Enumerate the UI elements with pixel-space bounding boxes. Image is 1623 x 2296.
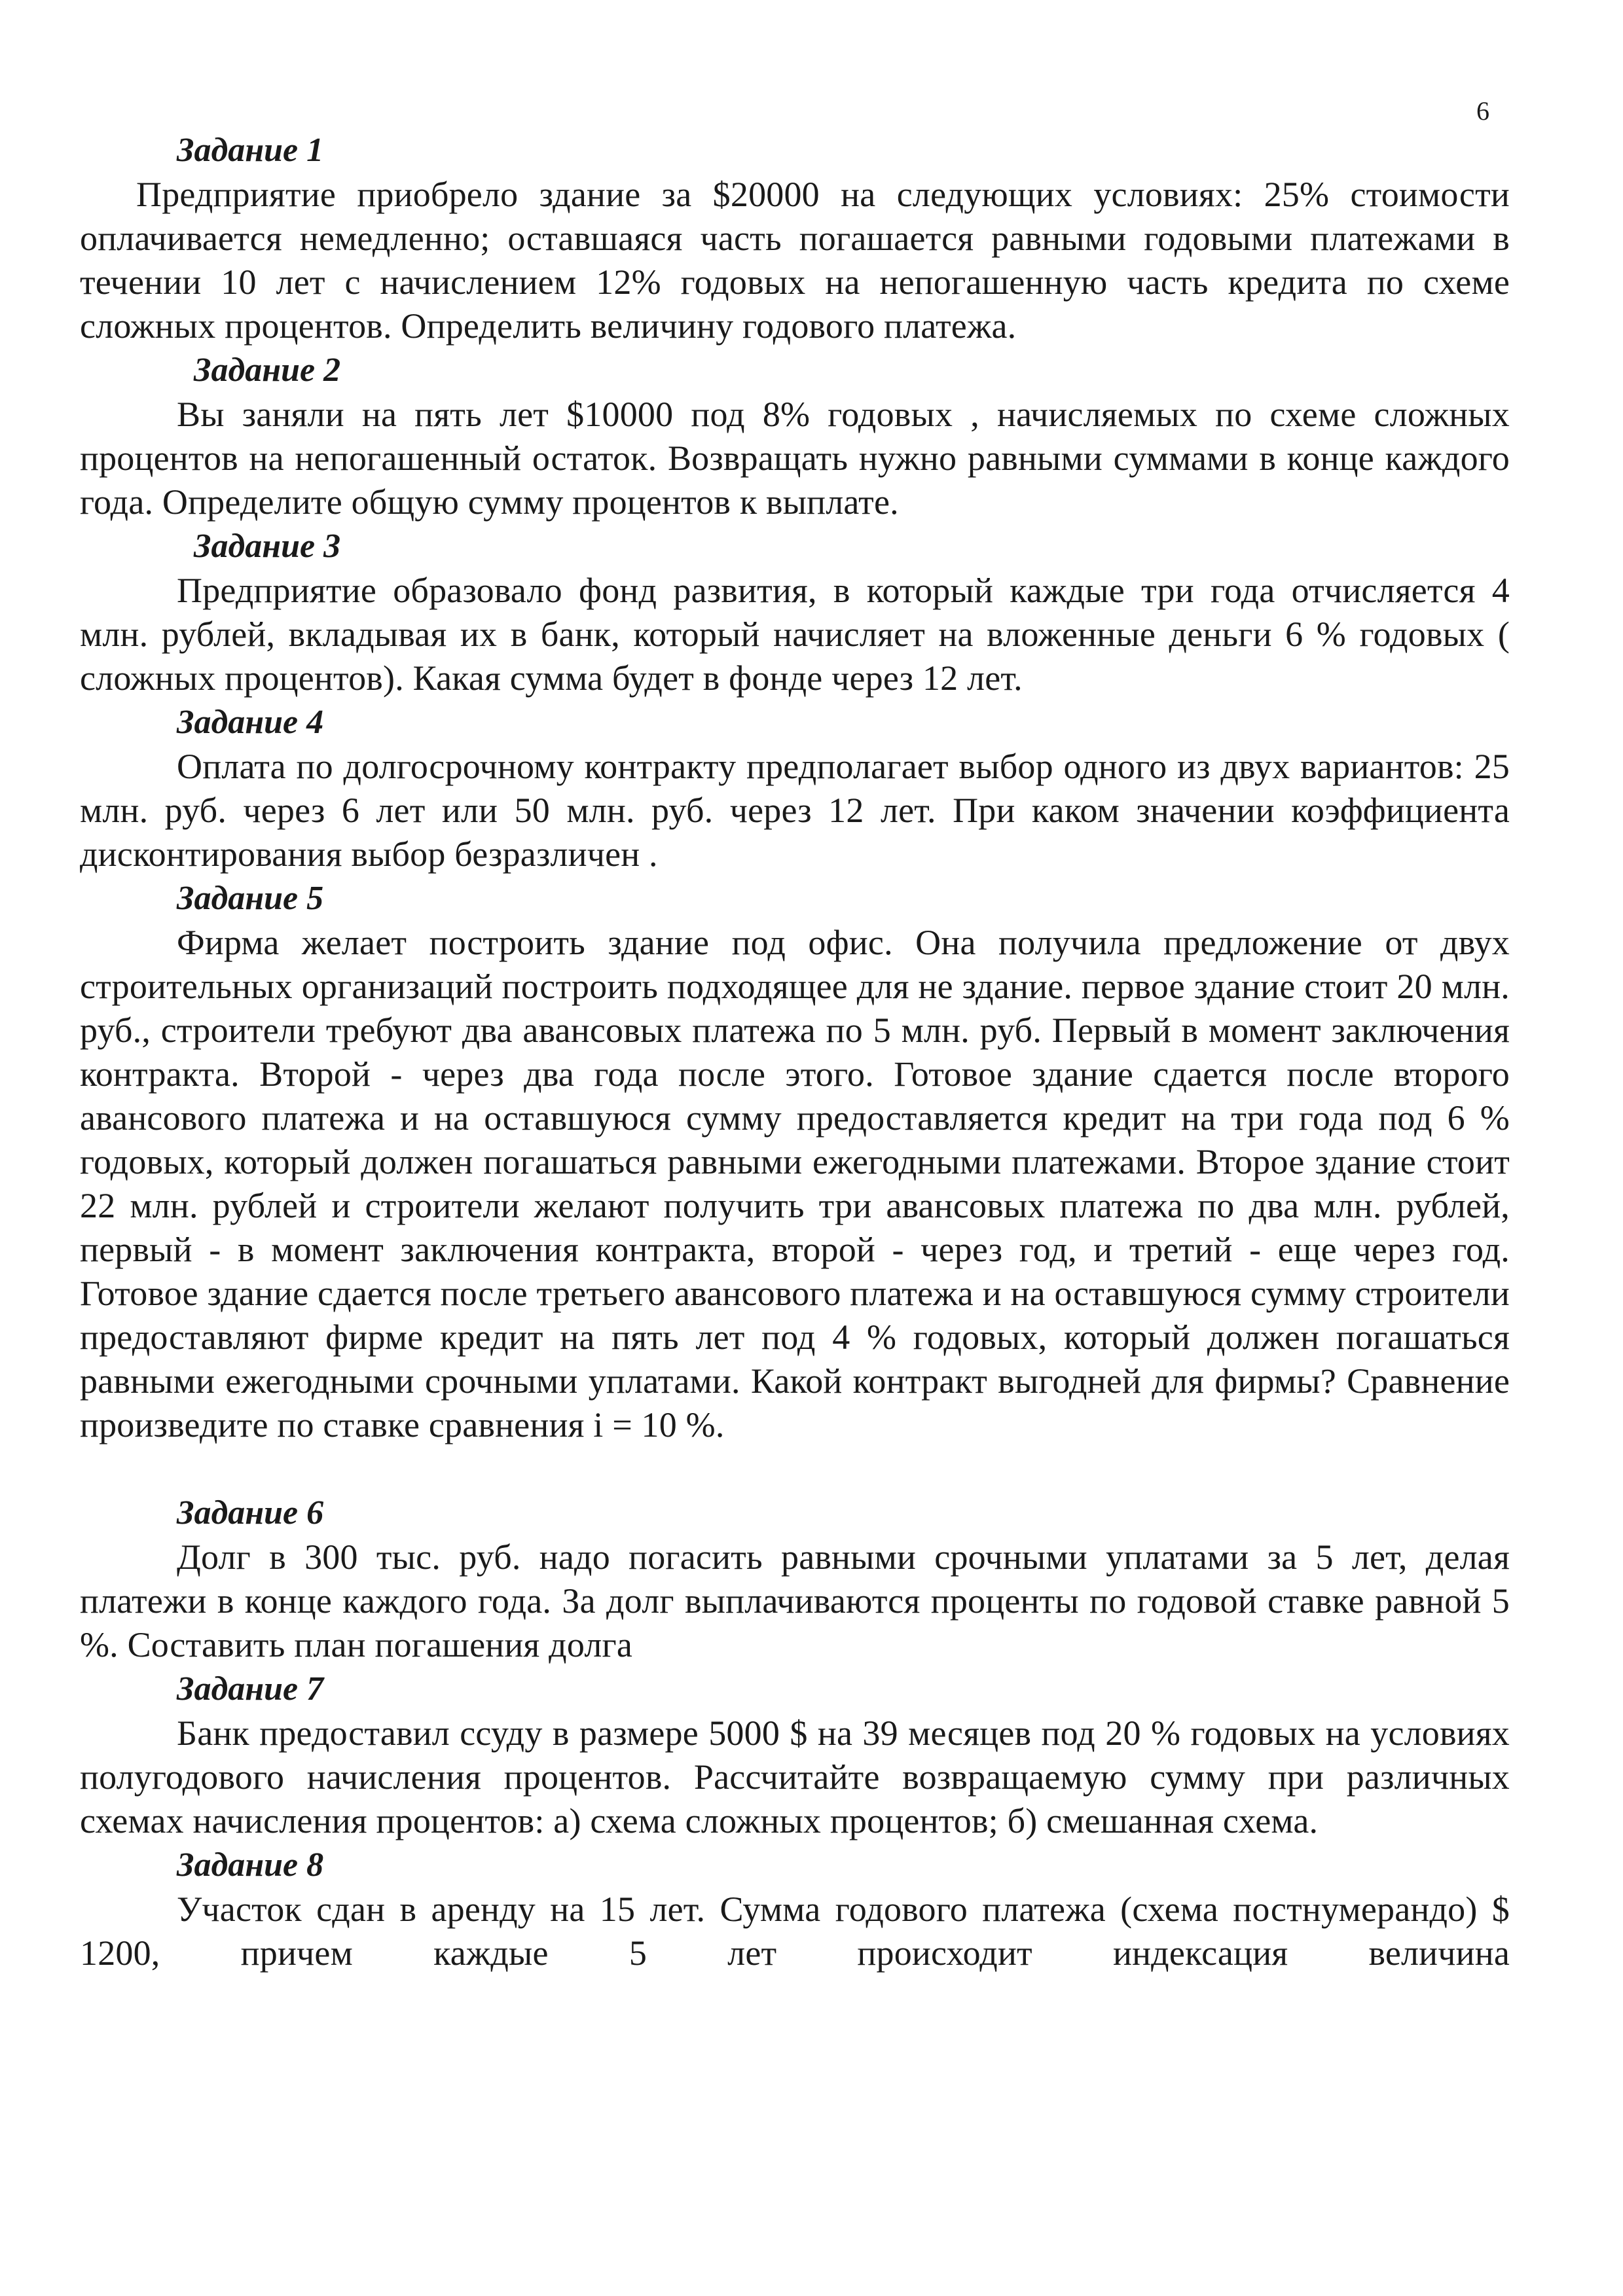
task-title: Задание 8: [177, 1846, 324, 1884]
task-1: [80, 128, 1510, 348]
task-title: Задание 4: [177, 704, 324, 741]
section-spacer: [80, 1447, 1510, 1491]
task-title: Задание 7: [177, 1670, 324, 1708]
task-text: Предприятие образовало фонд развития, в который каждые три года отчисляется 4 млн. рублей, вкладывая их в банк, который начисляет на вложенные деньги 6 % годовых ( сложных процентов). Какая сумма будет в фонде через 12 лет.: [80, 571, 1510, 698]
task-3: [80, 524, 1510, 700]
task-text: Банк предоставил ссуду в размере 5000 $ на 39 месяцев под 20 % годовых на условиях полугодового начисления процентов. Рассчитайте возвращаемую сумму при различных схемах начисления процентов: а) схема сложных процентов; б) смешанная схема.: [80, 1713, 1510, 1840]
task-title: Задание 2: [194, 351, 341, 389]
task-4: [80, 700, 1510, 876]
task-title: Задание 6: [177, 1494, 324, 1532]
task-text: Вы заняли на пять лет $10000 под 8% годовых , начисляемых по схеме сложных процентов на непогашенный остаток. Возвращать нужно равными суммами в конце каждого года. Определите общую сумму процентов к выплате.: [80, 395, 1510, 522]
page-number: 6: [1476, 96, 1489, 126]
task-5: [80, 876, 1510, 1447]
task-text: Предприятие приобрело здание за $20000 на следующих условиях: 25% стоимости оплачивается немедленно; оставшаяся часть погашается равными годовыми платежами в течении 10 лет с начислением 12% годовых на непогашенную часть кредита по схеме сложных процентов. Определить величину годового платежа.: [80, 175, 1510, 346]
task-text: Долг в 300 тыс. руб. надо погасить равными срочными уплатами за 5 лет, делая платежи в конце каждого года. За долг выплачиваются проценты по годовой ставке равной 5 %. Составить план погашения долга: [80, 1537, 1510, 1664]
task-6: [80, 1491, 1510, 1667]
task-text: Фирма желает построить здание под офис. Она получила предложение от двух строительных организаций построить подходящее для не здание. первое здание стоит 20 млн. руб., строители требуют два авансовых платежа по 5 млн. руб. Первый в момент заключения контракта. Второй - через два года после этого. Готовое здание сдается после второго авансового платежа и на оставшуюся сумму предоставляется кредит на три года под 6 % годовых, который должен погашаться равными ежегодными платежами. Второе здание стоит 22 млн. рублей и строители желают получить три авансовых платежа по два млн. рублей, первый - в момент заключения контракта, второй - через год, и третий - еще через год. Готовое здание сдается после третьего авансового платежа и на оставшуюся сумму строители предоставляют фирме кредит на пять лет под 4 % годовых, который должен погашаться равными ежегодными срочными уплатами. Какой контракт выгодней для фирмы? Сравнение произведите по ставке сравнения i = 10 %.: [80, 923, 1510, 1444]
task-2: [80, 348, 1510, 524]
task-title: Задание 1: [177, 132, 324, 169]
task-8: [80, 1843, 1510, 1975]
task-title: Задание 3: [194, 528, 341, 565]
task-text: Участок сдан в аренду на 15 лет. Сумма годового платежа (схема постнумерандо) $ 1200, причем каждые 5 лет происходит индексация величина: [80, 1890, 1510, 1973]
task-text: Оплата по долгосрочному контракту предполагает выбор одного из двух вариантов: 25 млн. руб. через 6 лет или 50 млн. руб. через 12 лет. При каком значении коэффициента дисконтирования выбор безразличен .: [80, 747, 1510, 874]
task-list: [80, 128, 1510, 1975]
task-7: [80, 1667, 1510, 1843]
task-title: Задание 5: [177, 880, 324, 917]
